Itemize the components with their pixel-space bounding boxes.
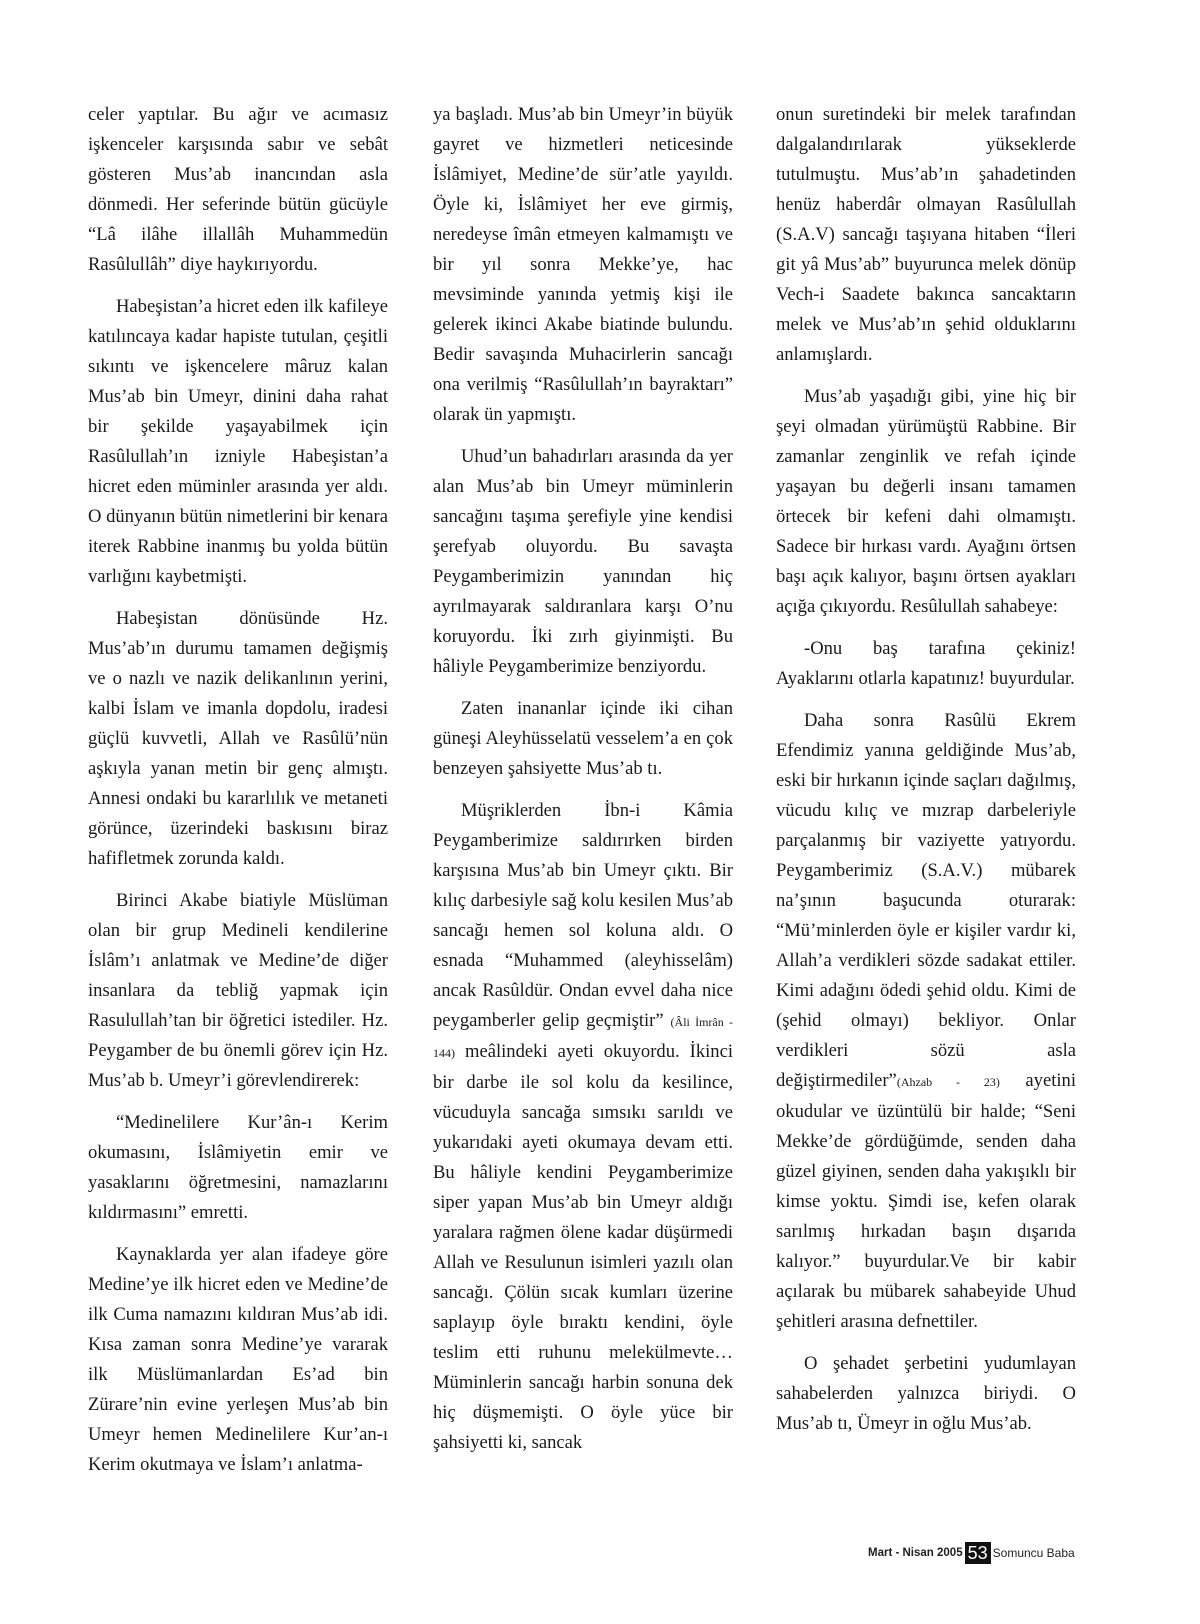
text-column-2 bbox=[433, 100, 733, 1470]
paragraph-text: Müşriklerden İbn-i Kâmia Peygamberimize saldırırken birden karşısına Mus’ab bin Umeyr çıktı. Bir kılıç darbesiyle sağ kolu kesilen Mus’ab sancağı hemen sol koluna aldı. O esnada “Muhammed (aleyhisselâm) ancak Rasûldür. Ondan evvel daha nice peygamberler gelip geçmiştir” bbox=[433, 800, 734, 1031]
paragraph bbox=[433, 796, 733, 1458]
paragraph: onun suretindeki bir melek tarafından dalgalandırılarak yükseklerde tutulmuştu. Mus’ab’ın şahadetinden henüz haberdâr olmayan Rasûlullah (S.A.V) sancağı taşıyana hitaben “İleri git yâ Mus’ab” buyurunca melek dönüp Vech-i Saadete bakınca sancaktarın melek ve Mus’ab’ın şehid olduklarını anlamışlardı. bbox=[776, 104, 1076, 365]
paragraph: Mus’ab yaşadığı gibi, yine hiç bir şeyi olmadan yürümüştü Rabbine. Bir zamanlar zenginlik ve refah içinde yaşayan bu değerli insanı tamamen örtecek bir kefeni dahi olmamıştı. Sadece bir hırkası vardı. Ayağını örtsen başı açık kalıyor, başını örtsen ayakları açığa çıkıyordu. Resûlullah sahabeye: bbox=[776, 386, 1076, 617]
paragraph: celer yaptılar. Bu ağır ve acımasız işkenceler karşısında sabır ve sebât gösteren Mus’ab inancından asla dönmedi. Her seferinde bütün gücüyle “Lâ ilâhe illallâh Muhammedün Rasûlullâh” diye haykırıyordu. bbox=[88, 104, 388, 275]
text-column-1 bbox=[88, 100, 388, 1492]
text-column-3 bbox=[776, 100, 1076, 1451]
paragraph: “Medinelilere Kur’ân-ı Kerim okumasını, İslâmiyetin emir ve yasaklarını öğretmesini, namazlarını kıldırmasını” emretti. bbox=[88, 1112, 388, 1223]
paragraph-text: ayetini okudular ve üzüntülü bir halde; “Seni Mekke’de gördüğümde, senden daha güzel giyinen, senden daha yakışıklı bir kimse yoktu. Şimdi ise, kefen olarak sarılmış hırkadan başın dışarıda kalıyor.” buyurdular.Ve bir kabir açılarak bu mübarek sahabeyide Uhud şehitleri arasına defnettiler. bbox=[776, 1070, 1076, 1332]
magazine-name: Somuncu Baba bbox=[992, 1546, 1075, 1560]
paragraph-text: meâlindeki ayeti okuyordu. İkinci bir darbe ile sol kolu da kesilince, vücuduyla sancağa sımsıkı sarıldı ve yukarıdaki ayeti okumaya devam etti. Bu hâliyle kendini Peygamberimize siper yapan Mus’ab bin Umeyr aldığı yaralara rağmen ölene kadar düşürmedi Allah ve Resulunun isimleri yazılı olan sancağı. Çölün sıcak kumları üzerine saplayıp öyle bıraktı kendini, öyle teslim etti ruhunu melekülmevte… Müminlerin sancağı harbin sonuna dek hiç düşmemişti. O öyle yüce bir şahsiyetti ki, sancak bbox=[433, 1041, 733, 1453]
page-footer bbox=[868, 1541, 1075, 1565]
paragraph: O şehadet şerbetini yudumlayan sahabelerden yalnızca biriydi. O Mus’ab tı, Ümeyr in oğlu Mus’ab. bbox=[776, 1353, 1076, 1434]
verse-reference: (Âli İmrân - 144) bbox=[433, 1015, 733, 1060]
paragraph: Kaynaklarda yer alan ifadeye göre Medine’ye ilk hicret eden ve Medine’de ilk Cuma namazını kıldıran Mus’ab idi. Kısa zaman sonra Medine’ye vararak ilk Müslümanlardan Es’ad bin Zürare’nin evine yerleşen Mus’ab bin Umeyr hemen Medinelilere Kur’an-ı Kerim okutmaya ve İslam’ı anlatma- bbox=[88, 1244, 388, 1475]
paragraph-text: Daha sonra Rasûlü Ekrem Efendimiz yanına geldiğinde Mus’ab, eski bir hırkanın içinde saçları dağılmış, vücudu kılıç ve mızrap darbeleriyle parçalanmış bir vaziyette yatıyordu. Peygamberimiz (S.A.V.) mübarek na’şının başucunda oturarak: “Mü’minlerden öyle er kişiler vardır ki, Allah’a verdikleri sözde sadakat ettiler. Kimi adağını ödedi şehid oldu. Kimi de (şehid olmayı) bekliyor. Onlar verdikleri sözü asla değiştirmediler” bbox=[776, 710, 1076, 1091]
paragraph: Habeşistan’a hicret eden ilk kafileye katılıncaya kadar hapiste tutulan, çeşitli sıkıntı ve işkencelere mâruz kalan Mus’ab bin Umeyr, dinini daha rahat bir şekilde yaşayabilmek için Rasûlullah’ın izniyle Habeşistan’a hicret eden müminler arasında yer aldı. O dünyanın bütün nimetlerini bir kenara iterek Rabbine inanmış bu yolda bütün varlığını kaybetmişti. bbox=[88, 296, 389, 587]
paragraph: Uhud’un bahadırları arasında da yer alan Mus’ab bin Umeyr müminlerin sancağını taşıma şerefiyle yine kendisi şerefyab oluyordu. Bu savaşta Peygamberimizin yanından hiç ayrılmayarak saldıranlara karşı O’nu koruyordu. İki zırh giyinmişti. Bu hâliyle Peygamberimize benziyordu. bbox=[433, 446, 733, 677]
paragraph: Zaten inananlar içinde iki cihan güneşi Aleyhüsselatü vesselem’a en çok benzeyen şahsiyette Mus’ab tı. bbox=[433, 698, 733, 779]
paragraph bbox=[776, 706, 1076, 1337]
paragraph: Birinci Akabe biatiyle Müslüman olan bir grup Medineli kendilerine İslâm’ı anlatmak ve Medine’de diğer insanlara da tebliğ yapmak için Rasulullah’tan bir öğretici istediler. Hz. Peygamber de bu önemli görev için Hz. Mus’ab b. Umeyr’i görevlendirerek: bbox=[88, 890, 388, 1091]
paragraph: ya başladı. Mus’ab bin Umeyr’in büyük gayret ve hizmetleri neticesinde İslâmiyet, Medine’de sür’atle yayıldı. Öyle ki, İslâmiyet her eve girmiş, neredeyse îmân etmeyen kalmamıştı ve bir yıl sonra Mekke’ye, hac mevsiminde yanında yetmiş kişi ile gelerek ikinci Akabe biatinde bulundu. Bedir savaşında Muhacirlerin sancağı ona verilmiş “Rasûlullah’ın bayraktarı” olarak ün yapmıştı. bbox=[433, 104, 733, 425]
paragraph: -Onu baş tarafına çekiniz! Ayaklarını otlarla kapatınız! buyurdular. bbox=[776, 638, 1076, 689]
paragraph: Habeşistan dönüsünde Hz. Mus’ab’ın durumu tamamen değişmiş ve o nazlı ve nazik delikanlının yerini, kalbi İslam ve imanla dopdolu, iradesi güçlü kuvvetli, Allah ve Rasûlü’nün aşkıyla yanan metin bir genç almıştı. Annesi ondaki bu kararlılık ve metaneti görünce, üzerindeki baskısını biraz hafifletmek zorunda kaldı. bbox=[88, 608, 388, 869]
issue-date: Mart - Nisan 2005 bbox=[868, 1547, 963, 1559]
page-number: 53 bbox=[965, 1542, 991, 1564]
verse-reference: (Ahzab - 23) bbox=[896, 1075, 1000, 1089]
